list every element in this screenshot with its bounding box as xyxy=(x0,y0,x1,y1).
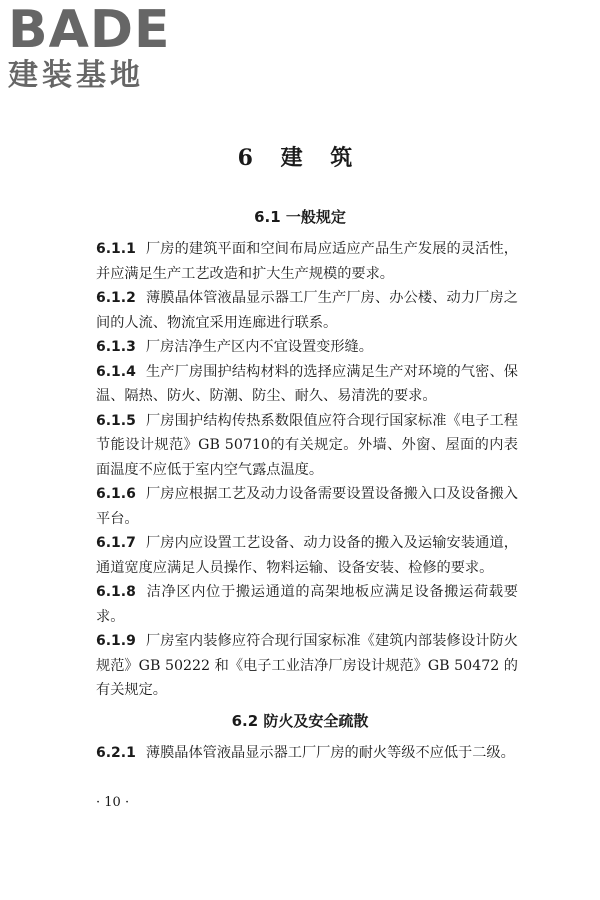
clause-text: 厂房室内装修应符合现行国家标准《建筑内部装修设计防火规范》GB 50222 和《电子工业洁净厂房设计规范》GB 50472 的有关规定。 xyxy=(96,633,518,698)
clause-6-1-8 xyxy=(96,580,518,629)
section-title-6-1: 6.1 一般规定 xyxy=(254,208,346,226)
clause-6-2-1 xyxy=(96,741,518,766)
clause-6-1-2 xyxy=(96,286,518,335)
clause-text: 厂房围护结构传热系数限值应符合现行国家标准《电子工程节能设计规范》GB 50710的有关规定。外墙、外窗、屋面的内表面温度不应低于室内空气露点温度。 xyxy=(96,412,518,478)
clause-text: 厂房洁净生产区内不宜设置变形缝。 xyxy=(145,339,373,355)
clause-number: 6.1.6 xyxy=(96,486,136,502)
clause-text: 生产厂房围护结构材料的选择应满足生产对环境的气密、保温、隔热、防火、防潮、防尘、耐久、易清洗的要求。 xyxy=(96,363,518,404)
section-title-6-2: 6.2 防火及安全疏散 xyxy=(231,712,369,730)
clause-text: 厂房内应设置工艺设备、动力设备的搬入及运输安装通道，通道宽度应满足人员操作、物料运输、设备安装、检修的要求。 xyxy=(96,535,518,576)
clause-6-1-6 xyxy=(96,482,518,531)
clause-number: 6.1.9 xyxy=(96,633,136,649)
clause-number: 6.1.3 xyxy=(96,339,136,355)
clause-6-1-9 xyxy=(96,629,518,703)
clause-number: 6.1.2 xyxy=(96,290,136,306)
clause-number: 6.1.8 xyxy=(96,584,136,600)
clause-6-1-1 xyxy=(96,237,518,286)
clause-6-1-7 xyxy=(96,531,518,580)
clause-number: 6.2.1 xyxy=(96,745,136,761)
chapter-title: 6 建 筑 xyxy=(237,145,363,171)
page-number: · 10 · xyxy=(96,795,130,810)
section-6-1-clauses xyxy=(96,237,518,703)
clause-number: 6.1.4 xyxy=(96,363,136,380)
clause-text: 薄膜晶体管液晶显示器工厂厂房的耐火等级不应低于二级。 xyxy=(145,745,515,761)
logo-subtitle: 建装基地 xyxy=(8,58,144,93)
clause-text: 洁净区内位于搬运通道的高架地板应满足设备搬运荷载要求。 xyxy=(96,584,518,625)
clause-6-1-3 xyxy=(96,335,518,360)
clause-text: 薄膜晶体管液晶显示器工厂生产厂房、办公楼、动力厂房之间的人流、物流宜采用连廊进行联系。 xyxy=(96,290,518,331)
clause-6-1-5 xyxy=(96,409,518,483)
clause-number: 6.1.1 xyxy=(96,241,136,257)
section-6-2-clauses xyxy=(96,741,518,766)
logo xyxy=(8,0,183,96)
clause-6-1-4 xyxy=(96,360,518,409)
clause-number: 6.1.5 xyxy=(96,412,136,429)
clause-number: 6.1.7 xyxy=(96,535,136,551)
clause-text: 厂房的建筑平面和空间布局应适应产品生产发展的灵活性，并应满足生产工艺改造和扩大生产规模的要求。 xyxy=(96,241,518,282)
clause-text: 厂房应根据工艺及动力设备需要设置设备搬入口及设备搬入平台。 xyxy=(96,486,518,527)
logo-wordmark: BADE xyxy=(8,0,171,60)
